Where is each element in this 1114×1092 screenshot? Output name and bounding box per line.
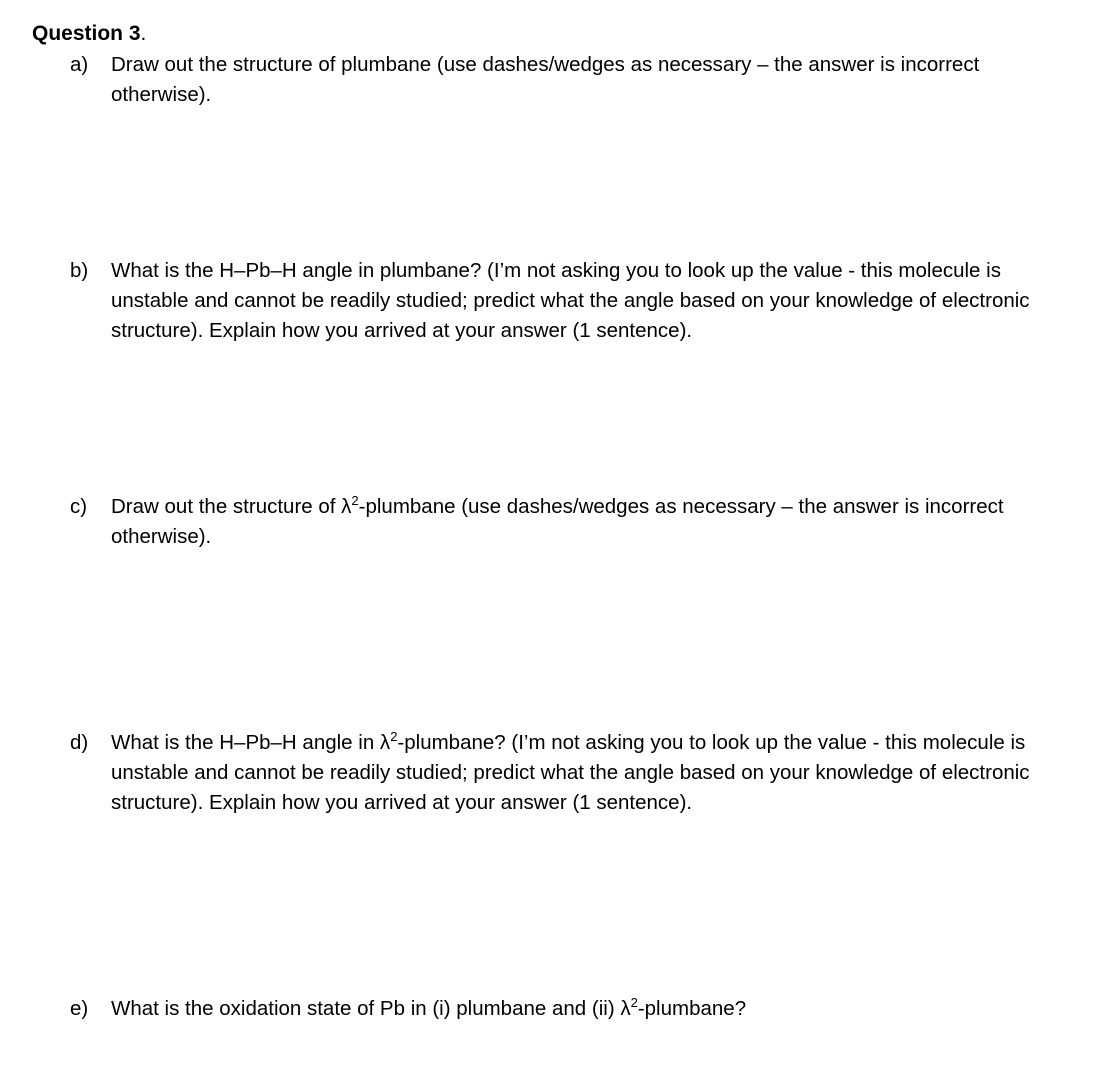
part-c [70, 492, 1060, 552]
part-d-text-before: What is the H–Pb–H angle in λ [111, 731, 391, 754]
part-d-letter: d) [70, 731, 89, 754]
part-e-text-before: What is the oxidation state of Pb in (i) plumbane and (ii) λ [111, 997, 631, 1020]
part-d-superscript: 2 [390, 729, 398, 744]
part-d [70, 728, 1060, 818]
part-c-superscript: 2 [351, 493, 359, 508]
part-c-text-after: -plumbane (use dashes/wedges as necessary – the answer is incorrect otherwise). [111, 495, 1004, 548]
part-e-letter: e) [70, 997, 89, 1020]
part-e-text [111, 994, 1060, 1024]
question-title [32, 21, 146, 47]
part-c-text [111, 492, 1060, 552]
part-a-text: Draw out the structure of plumbane (use dashes/wedges as necessary – the answer is incorrect otherwise). [111, 53, 980, 106]
part-e [70, 994, 1060, 1024]
part-c-letter: c) [70, 495, 88, 518]
part-e-text-after: -plumbane? [637, 997, 747, 1020]
part-b-text: What is the H–Pb–H angle in plumbane? (I’m not asking you to look up the value - this molecule is unstable and cannot be readily studied; predict what the angle based on your knowledge of electronic structure). Explain how you arrived at your answer (1 sentence). [111, 259, 1030, 342]
part-d-text-after: -plumbane? (I’m not asking you to look up the value - this molecule is unstable and cannot be readily studied; predict what the angle based on your knowledge of electronic structure). Explain how you arrived at your answer (1 sentence). [111, 731, 1030, 814]
part-d-text [111, 728, 1060, 818]
part-a [70, 50, 1060, 110]
part-a-letter: a) [70, 53, 89, 76]
question-title-period: . [140, 22, 147, 45]
part-b [70, 256, 1060, 346]
part-b-letter: b) [70, 259, 89, 282]
question-title-bold: Question 3 [32, 22, 141, 45]
part-e-superscript: 2 [630, 995, 638, 1010]
part-c-text-before: Draw out the structure of λ [111, 495, 352, 518]
